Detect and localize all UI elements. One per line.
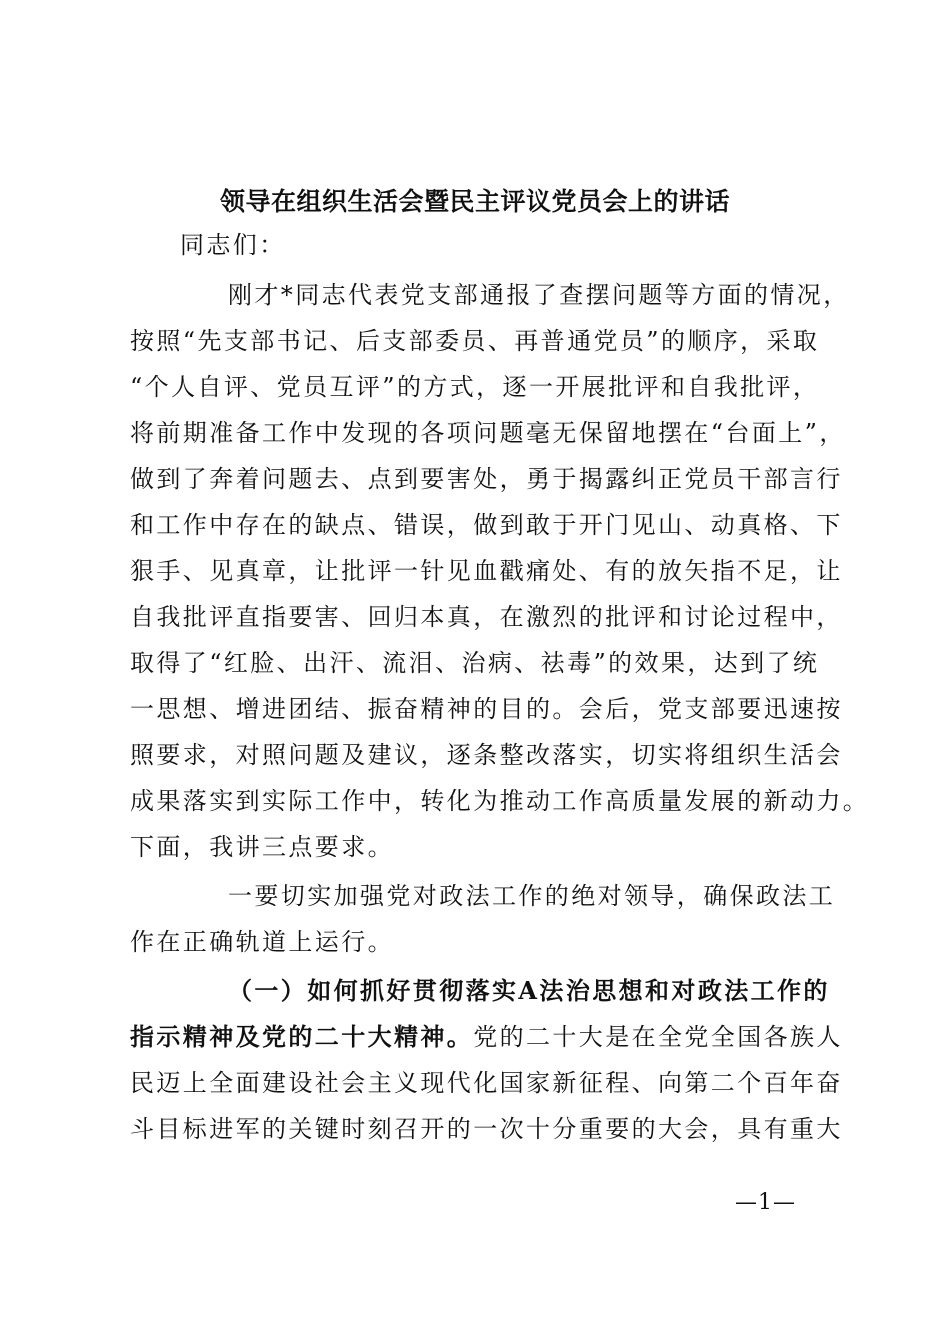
paragraph-line: 将前期准备工作中发现的各项问题毫无保留地摆在“台面上”， xyxy=(130,419,846,447)
paragraph-line: 下面，我讲三点要求。 xyxy=(130,833,394,861)
paragraph-line: 狠手、见真章，让批评一针见血戳痛处、有的放矢指不足，让 xyxy=(130,557,843,585)
page-number: —1— xyxy=(735,1190,796,1215)
section-heading: （一）如何抓好贯彻落实A法治思想和对政法工作的 xyxy=(228,976,830,1005)
paragraph-line: 照要求，对照问题及建议，逐条整改落实，切实将组织生活会 xyxy=(130,741,843,769)
paragraph-line: 取得了“红脸、出汗、流泪、治病、祛毒”的效果，达到了统 xyxy=(130,649,820,677)
paragraph-line: 成果落实到实际工作中，转化为推动工作高质量发展的新动力。 xyxy=(130,787,870,815)
paragraph-line: 做到了奔着问题去、点到要害处，勇于揭露纠正党员干部言行 xyxy=(130,465,843,493)
paragraph-line: 民迈上全面建设社会主义现代化国家新征程、向第二个百年奋 xyxy=(130,1069,843,1097)
section-heading-continuation: 指示精神及党的二十大精神。 xyxy=(130,1022,474,1051)
paragraph-line: 自我批评直指要害、回归本真，在激烈的批评和讨论过程中， xyxy=(130,603,843,631)
page-title: 领导在组织生活会暨民主评议党员会上的讲话 xyxy=(219,187,730,216)
paragraph-line: 和工作中存在的缺点、错误，做到敢于开门见山、动真格、下 xyxy=(130,511,843,539)
paragraph-line: 作在正确轨道上运行。 xyxy=(130,928,394,956)
paragraph-line: 斗目标进军的关键时刻召开的一次十分重要的大会，具有重大 xyxy=(130,1115,843,1143)
salutation: 同志们： xyxy=(180,231,286,259)
paragraph-line: 一要切实加强党对政法工作的绝对领导，确保政法工 xyxy=(228,882,836,910)
paragraph-line xyxy=(130,1017,843,1057)
paragraph-line: 按照“先支部书记、后支部委员、再普通党员”的顺序，采取 xyxy=(130,327,820,355)
paragraph-text: 党的二十大是在全党全国各族人 xyxy=(473,1023,843,1051)
paragraph-line: “个人自评、党员互评”的方式，逐一开展批评和自我批评， xyxy=(130,373,820,401)
paragraph-line: 刚才*同志代表党支部通报了查摆问题等方面的情况， xyxy=(228,281,850,309)
paragraph-line: 一思想、增进团结、振奋精神的目的。会后，党支部要迅速按 xyxy=(130,695,843,723)
